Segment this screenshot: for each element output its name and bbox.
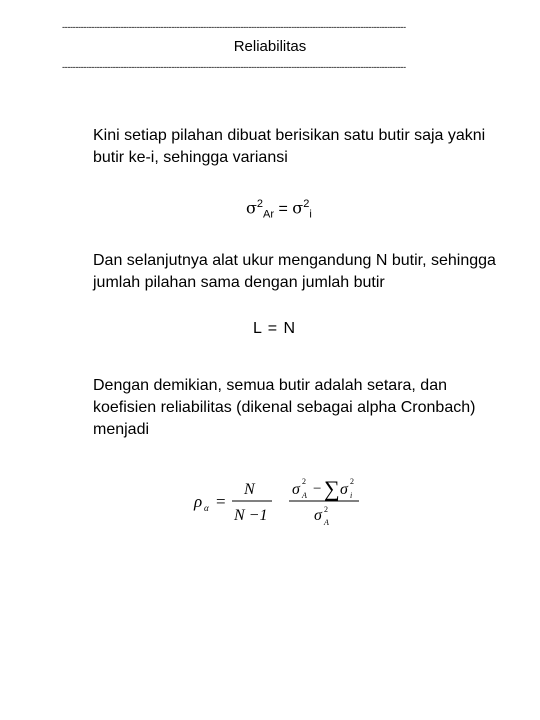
sigma-symbol: σ <box>314 507 322 524</box>
paragraph-1: Kini setiap pilahan dibuat berisikan satu butir saja yakni butir ke-i, sehingga variansi <box>93 127 486 166</box>
sigma-sup: 2 <box>302 477 306 486</box>
eq1-rhs-sub: i <box>309 208 312 221</box>
formula-equals: = <box>216 492 226 511</box>
sigma-symbol: σ <box>340 481 348 498</box>
sigma-i-sup: 2 <box>350 477 354 486</box>
sigma-symbol: σ <box>292 198 304 218</box>
paragraph-2: Dan selanjutnya alat ukur mengandung N butir, sehingga jumlah pilahan sama dengan jumlah butir <box>93 252 496 291</box>
sigma-sub-i: i <box>350 491 353 500</box>
sigma-sub-a: A <box>302 491 307 500</box>
sum-symbol: ∑ <box>324 476 340 501</box>
fraction1-numerator: N <box>244 481 255 498</box>
sigma-den-sup: 2 <box>324 505 328 514</box>
eq1-operator: = <box>278 200 288 218</box>
variance-equation <box>246 198 312 221</box>
alpha-cronbach-formula <box>192 472 362 532</box>
sigma-symbol: σ <box>246 198 257 218</box>
l-equals-n-equation: L = N <box>253 320 297 337</box>
rho-subscript: α <box>204 503 209 513</box>
eq1-lhs-sub: Ar <box>263 208 275 221</box>
eq1-rhs-sup: 2 <box>303 198 310 210</box>
fraction1-denominator: N −1 <box>234 507 268 524</box>
sigma-symbol: σ <box>292 481 300 498</box>
header-rule-bottom: --------------------------------------------------------------------------------------------------------------------------------- <box>62 63 406 73</box>
formula-minus: − <box>313 481 322 497</box>
paragraph-3: Dengan demikian, semua butir adalah setara, dan koefisien reliabilitas (dikenal sebagai alpha Cronbach) menjadi <box>93 377 476 438</box>
eq1-lhs-sup: 2 <box>256 198 264 210</box>
sigma-den-sub: A <box>324 518 329 527</box>
rho-symbol: ρ <box>194 492 203 511</box>
header-rule-top: --------------------------------------------------------------------------------------------------------------------------------- <box>62 23 406 33</box>
page-title: Reliabilitas <box>233 38 307 55</box>
